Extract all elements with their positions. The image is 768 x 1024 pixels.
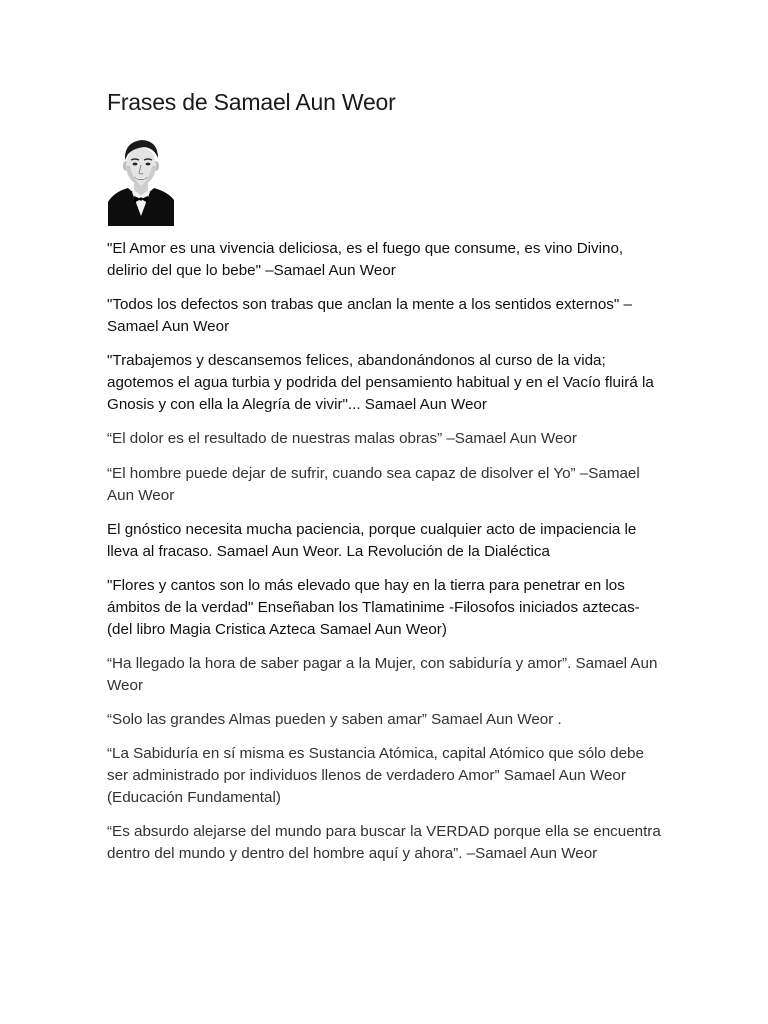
quote-item: "Trabajemos y descansemos felices, abandonándonos al curso de la vida; agotemos el agua turbia y podrida del pensamiento habitual y en el Vacío fluirá la Gnosis y con ella la Alegría de vivir"... Samael Aun Weor xyxy=(107,352,654,413)
portrait-image xyxy=(108,136,174,226)
quote-item: “Ha llegado la hora de saber pagar a la Mujer, con sabiduría y amor”. Samael Aun Weor xyxy=(107,655,658,694)
quote-item: "Todos los defectos son trabas que anclan la mente a los sentidos externos" –Samael Aun Weor xyxy=(107,296,632,335)
quote-item: El gnóstico necesita mucha paciencia, porque cualquier acto de impaciencia le lleva al fracaso. Samael Aun Weor. La Revolución de la Dialéctica xyxy=(107,521,637,560)
quote-item: “El dolor es el resultado de nuestras malas obras” –Samael Aun Weor xyxy=(107,430,577,447)
page-title: Frases de Samael Aun Weor xyxy=(107,89,396,115)
quote-list xyxy=(107,238,667,877)
quote-item: "Flores y cantos son lo más elevado que hay en la tierra para penetrar en los ámbitos de la verdad" Enseñaban los Tlamatinime -Filosofos iniciados aztecas- (del libro Magia Cristica Azteca Samael Aun Weor) xyxy=(107,577,640,638)
quote-item: “El hombre puede dejar de sufrir, cuando sea capaz de disolver el Yo” –Samael Aun Weor xyxy=(107,465,640,504)
quote-item: “Solo las grandes Almas pueden y saben amar” Samael Aun Weor . xyxy=(107,711,562,728)
quote-item: “Es absurdo alejarse del mundo para buscar la VERDAD porque ella se encuentra dentro del mundo y dentro del hombre aquí y ahora”. –Samael Aun Weor xyxy=(107,823,661,862)
quote-item: "El Amor es una vivencia deliciosa, es el fuego que consume, es vino Divino, delirio del que lo bebe" –Samael Aun Weor xyxy=(107,240,624,279)
quote-item: “La Sabiduría en sí misma es Sustancia Atómica, capital Atómico que sólo debe ser administrado por individuos llenos de verdadero Amor” Samael Aun Weor (Educación Fundamental) xyxy=(107,745,644,806)
